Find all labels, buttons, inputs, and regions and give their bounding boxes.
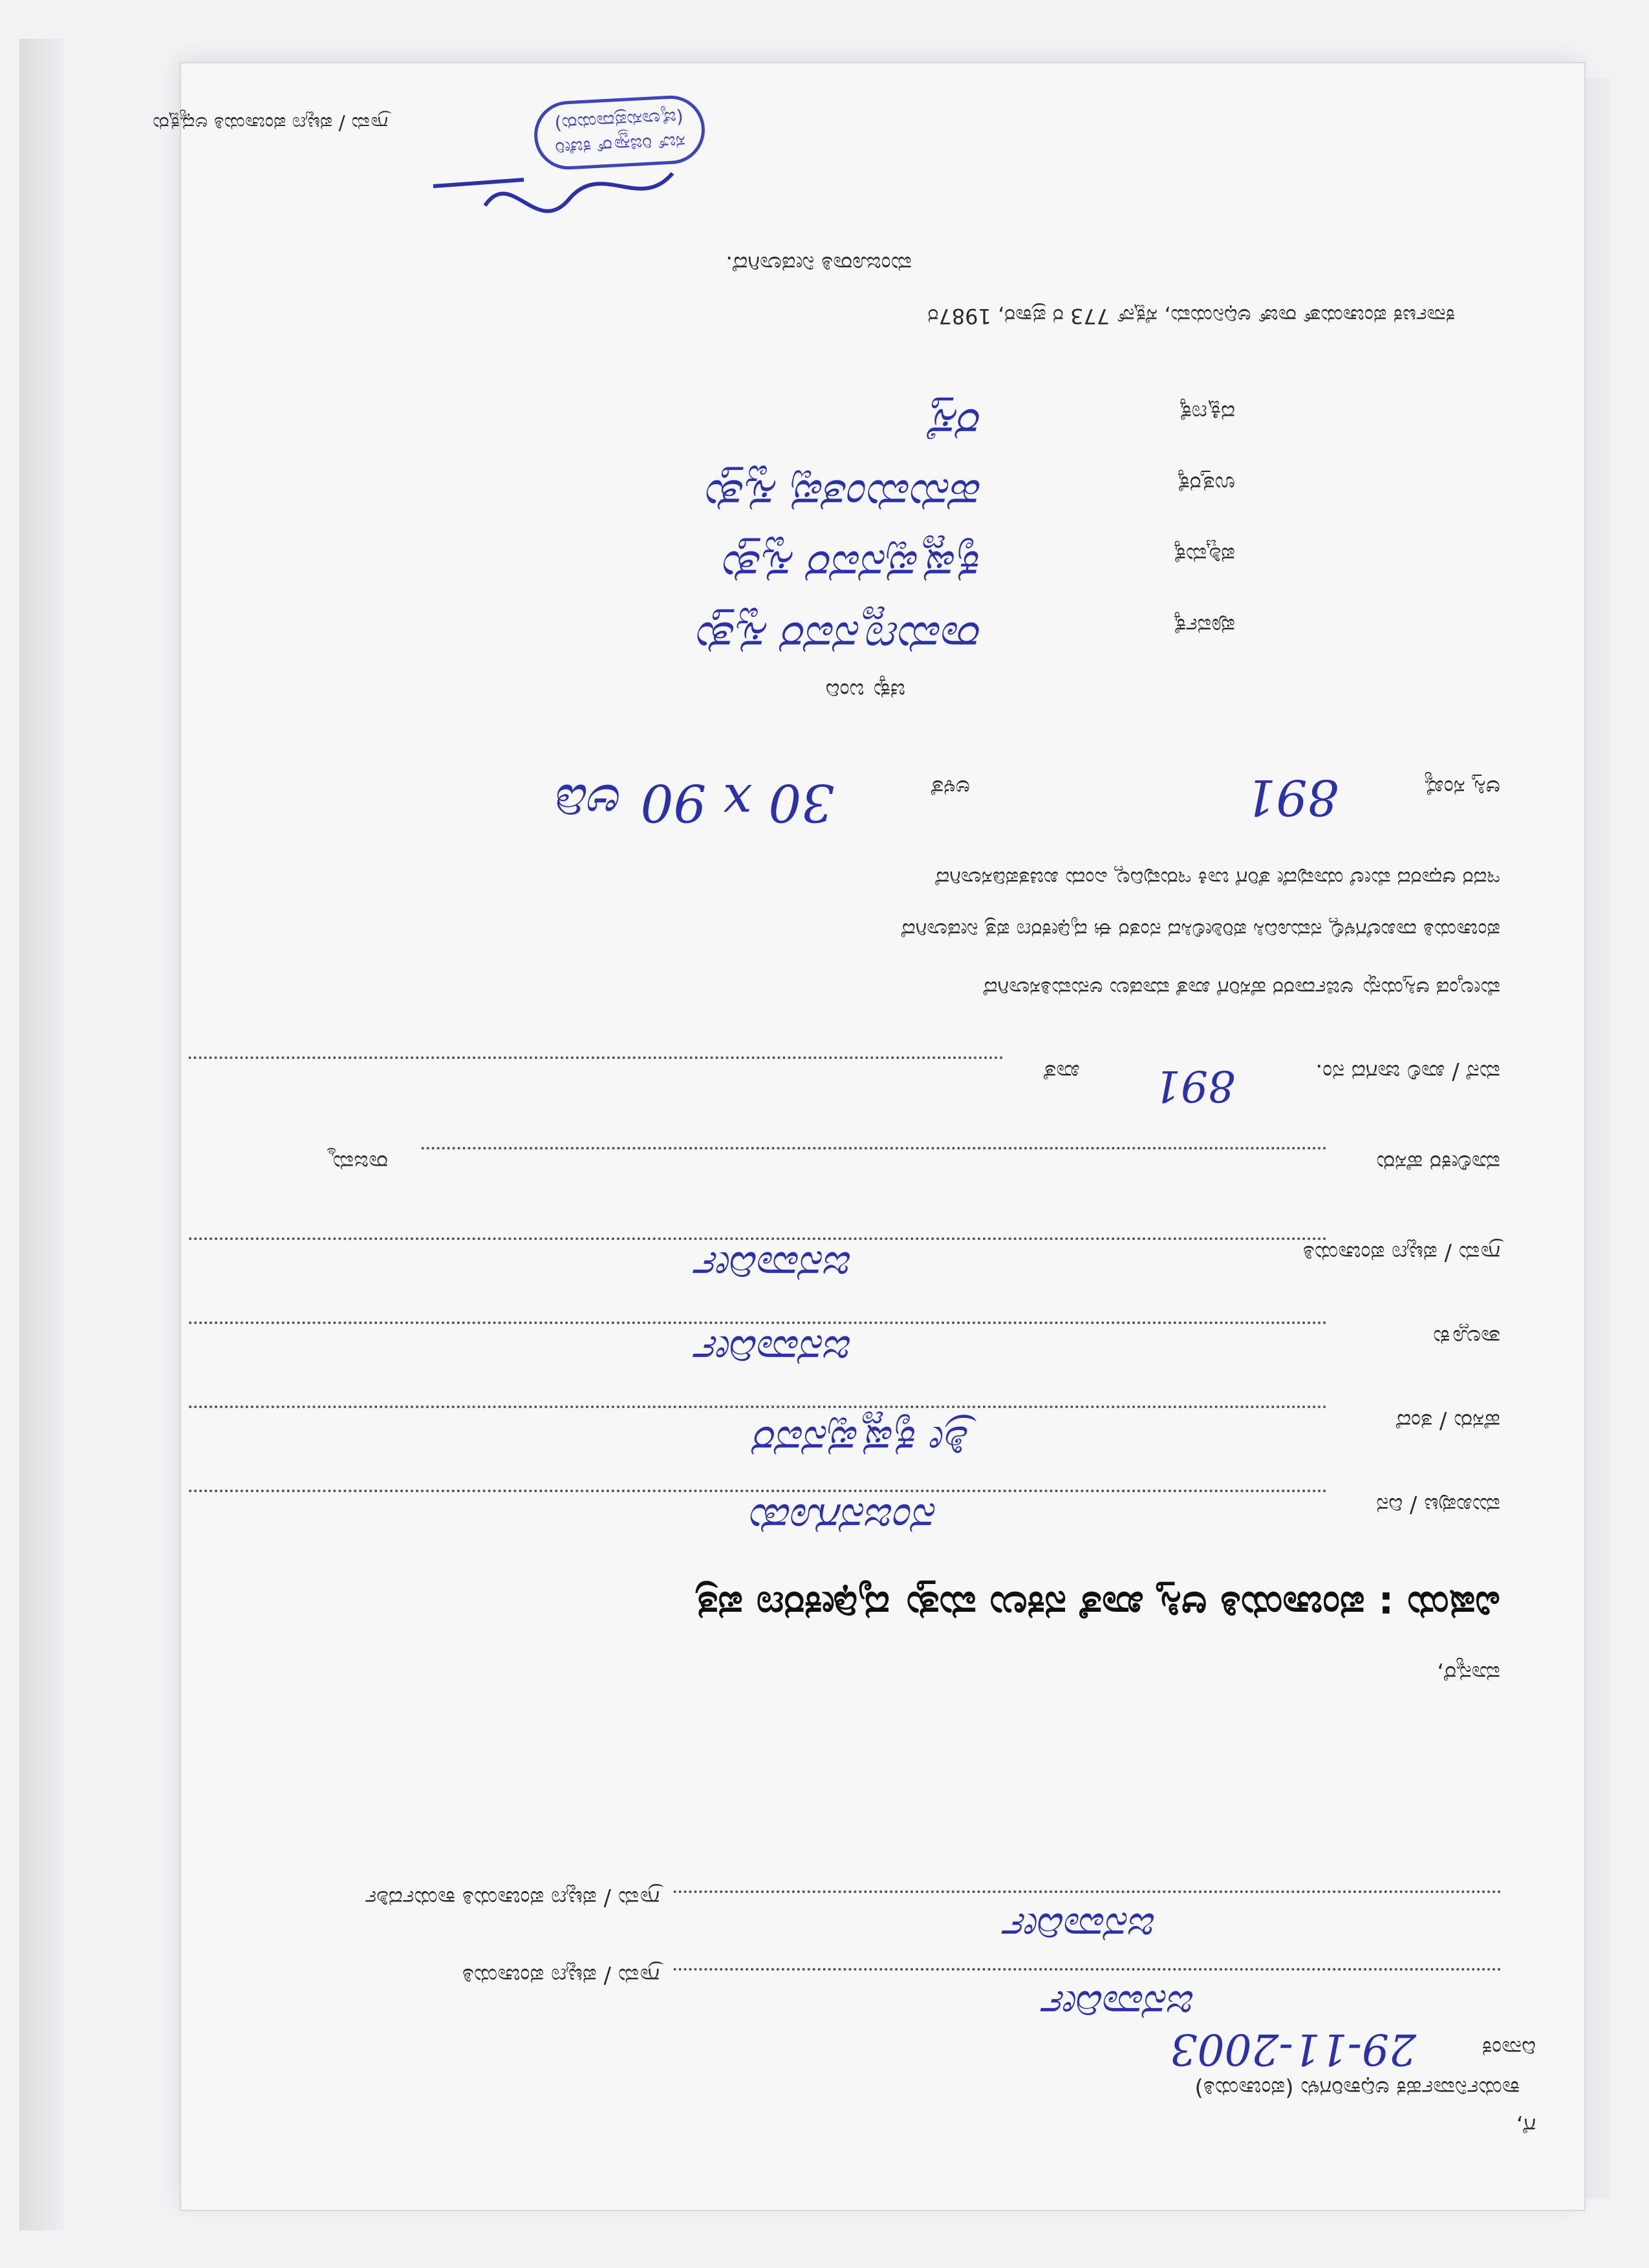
- office-line: ಕಾರ್ಯನಿರ್ವಾಹಕ ಅಧಿಕಾರಿಗಳು (ಪಂಚಾಯತಿ): [1194, 2075, 1520, 2101]
- footer-line-1: [673, 1968, 1500, 1971]
- stamp-line-1: ಸಬ್ ರಿಜಿಸ್ಟ್ರಾರ್ ಕಚೇರಿ: [554, 131, 686, 160]
- footer-sign-2: ಜನವಾರ್ದೀ: [1005, 1903, 1158, 1951]
- row-house-label: ಮನೆ / ಖಾಲಿ ಜಾಗದ ನಂ.: [1315, 1059, 1500, 1085]
- row-village-value: ಜನವಾರ್ದೀ: [696, 1242, 854, 1292]
- row-year-line: [188, 1490, 1326, 1492]
- clause-3: ಇದರ ಆಧಾರದ ಮೇಲೆ ಯಾವುದೇ ತೆರಿಗೆ ಬಾಕಿ ಇರುವುದಿಲ್ಲ ಎಂದು ಖಚಿತಪಡಿಸಲಾಗಿದೆ: [935, 866, 1500, 891]
- row-year-value: ನಂಜನಗೂಡು: [751, 1494, 938, 1544]
- boundary-north-label: ಉತ್ತರಕ್ಕೆ: [1176, 471, 1235, 497]
- stamp-line-2: (ಜೈಲಾಸುಪ್ರದಾಯರು): [554, 106, 684, 135]
- clause-2: ಪಂಚಾಯತಿ ದಾಖಲೆಗಳಲ್ಲಿ ನಮೂದಿಸಿ ಪರಿಶೀಲಿಸಿದ ನಂತರ ಈ ದೃಢೀಕರಣ ಪತ್ರ ನೀಡಲಾಗಿದೆ: [901, 918, 1500, 943]
- footer-sign-1: ಜನವಾರ್ದೀ: [1044, 1981, 1196, 2029]
- row-owner-line: [420, 1147, 1326, 1150]
- footer-designation-2: ಗ್ರಾಮ / ಪಟ್ಟಣ ಪಂಚಾಯತಿ ಕಾರ್ಯದರ್ಶಿ: [365, 1885, 660, 1911]
- office-stamp: [533, 94, 707, 171]
- row-house-note: ಖಾತೆ: [1043, 1059, 1080, 1085]
- main-title: ವಿಷಯ : ಪಂಚಾಯತಿ ಆಸ್ತಿ ಖಾತೆ ನಕಲು ಮತ್ತು ದೃಢೀಕರಣ ಪತ್ರ: [696, 1583, 1500, 1628]
- approval-note: ಮಂಜೂರಾತಿ ನೀಡಲಾಗಿದೆ.: [726, 251, 912, 277]
- boundary-north-value: ಹನುಮಂತಪ್ಪ ಸ್ವತ್ತು: [704, 469, 983, 522]
- boundary-west-value: ಕೃಷ್ಣಪ್ಪನವರ ಸ್ವತ್ತು: [720, 540, 983, 594]
- ordinance-line: ಕರ್ನಾಟಕ ಪಂಚಾಯತ್ ರಾಜ್ ಅಧಿನಿಯಮ, ಸೆಕ್ಷನ್ 773 ರ ಪ್ರಕಾರ, 1987ರ: [927, 304, 1455, 328]
- boundary-south-label: ದಕ್ಷಿಣಕ್ಕೆ: [1178, 400, 1235, 425]
- boundary-east-value: ರಾಮಣ್ಣನವರ ಸ್ವತ್ತು: [695, 612, 983, 665]
- row-name-label: ಹೆಸರು / ತಂದೆ: [1396, 1408, 1500, 1434]
- property-no-label: ಆಸ್ತಿ ಸಂಖ್ಯೆ: [1423, 775, 1500, 800]
- boundary-east-label: ಪೂರ್ವಕ್ಕೆ: [1173, 613, 1235, 639]
- row-taluk-line: [188, 1321, 1326, 1324]
- row-name-value: ಶ್ರೀ ಕೃಷ್ಣಪ್ಪನವರ: [755, 1417, 970, 1466]
- footer-designation-1: ಗ್ರಾಮ / ಪಟ್ಟಣ ಪಂಚಾಯತಿ: [462, 1963, 660, 1989]
- boundaries-heading: ಚಕ್ಕು ಬಂದಿ: [825, 678, 905, 703]
- row-year-label: ಮುಖಪುಟ / ದಿನ: [1376, 1492, 1500, 1518]
- clause-1: ಮೇಲ್ಕಂಡ ಆಸ್ತಿಯನ್ನು ಅರ್ಜಿದಾರರ ಹೆಸರಿಗೆ ಖಾತೆ ಮಾಡಲು ಅನುಮತಿಸಲಾಗಿದೆ: [983, 976, 1500, 1001]
- footer-line-2: [673, 1890, 1500, 1893]
- row-taluk-value: ಜನವಾರ್ದೀ: [696, 1326, 854, 1376]
- salutation: ಮಾನ್ಯರೆ,: [1436, 1660, 1500, 1686]
- row-owner-label: ಮಾಲೀಕರ ಹೆಸರು: [1376, 1150, 1500, 1175]
- row-house-value: 891: [1154, 1061, 1235, 1111]
- row-village-line: [188, 1237, 1326, 1240]
- date-value: 29-11-2003: [1170, 2024, 1416, 2074]
- row-house-line: [188, 1056, 1002, 1059]
- row-taluk-label: ತಾಲ್ಲೂಕು: [1433, 1324, 1500, 1350]
- measurement-label: ಅಳತೆ: [931, 775, 970, 800]
- property-no-value: 891: [1244, 769, 1339, 826]
- boundary-south-value: ರಸ್ತೆ: [929, 398, 983, 451]
- row-owner-value: ರಾಜಮ್ಮ: [330, 1150, 388, 1175]
- measurement-value: 30 x 90 ಅಡಿ: [557, 773, 834, 833]
- to-label: ಗೆ,: [1516, 2113, 1536, 2139]
- boundary-west-label: ಪಶ್ಚಿಮಕ್ಕೆ: [1172, 542, 1235, 568]
- date-label: ದಿನಾಂಕ: [1482, 2035, 1536, 2061]
- signatory-designation: ಗ್ರಾಮ / ಪಟ್ಟಣ ಪಂಚಾಯತಿ ಅಧ್ಯಕ್ಷರು: [153, 112, 388, 134]
- row-village-label: ಗ್ರಾಮ / ಪಟ್ಟಣ ಪಂಚಾಯತಿ: [1302, 1240, 1500, 1266]
- row-name-line: [188, 1406, 1326, 1408]
